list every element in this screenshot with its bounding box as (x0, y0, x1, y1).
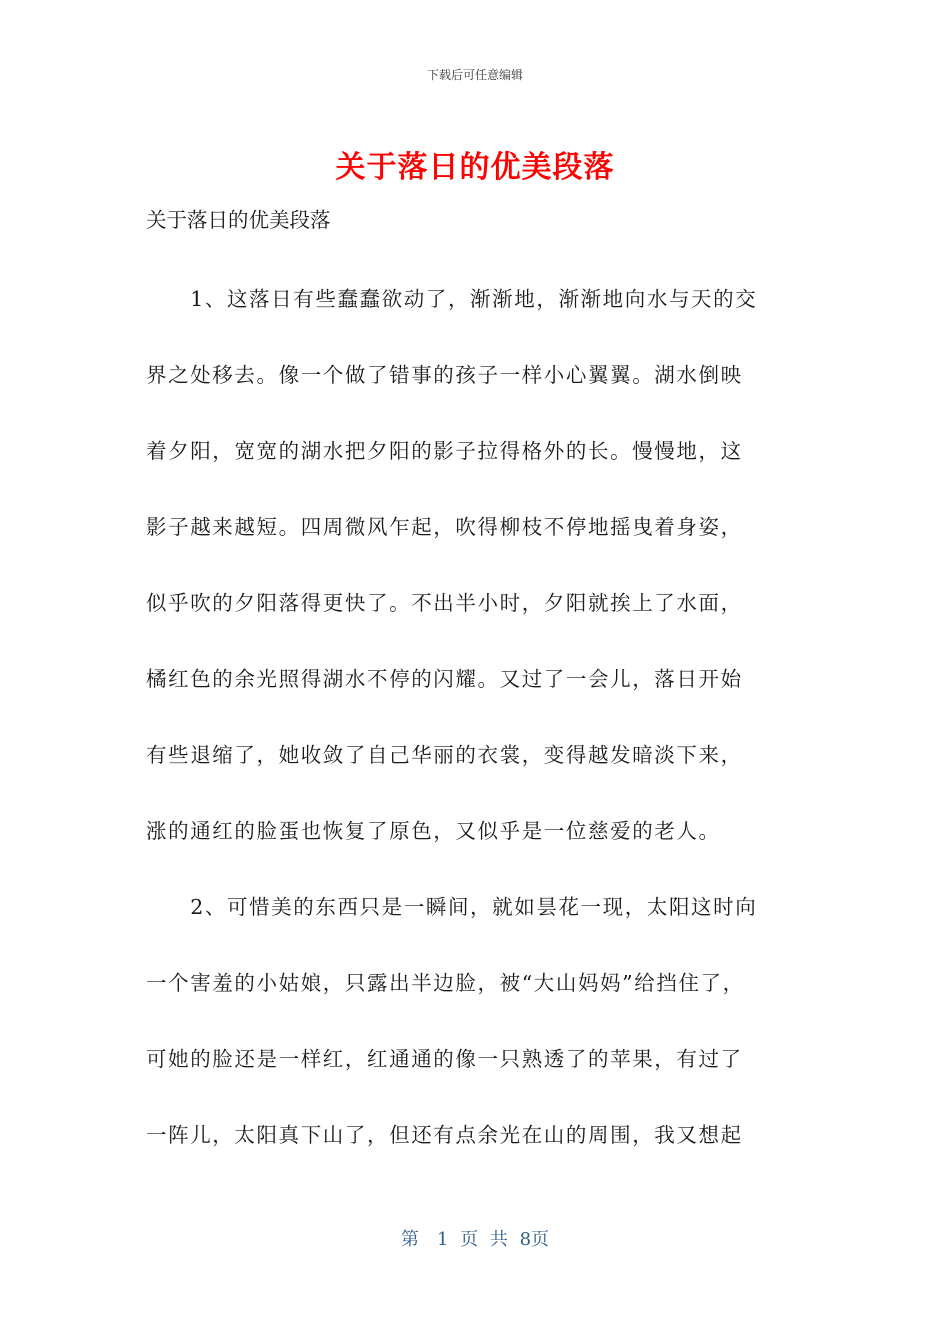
document-title: 关于落日的优美段落 (335, 150, 615, 185)
document-subtitle: 关于落日的优美段落 (146, 208, 331, 232)
paragraph-line: 似乎吹的夕阳落得更快了。不出半小时，夕阳就挨上了水面， (146, 591, 743, 615)
paragraph-line: 影子越来越短。四周微风乍起，吹得柳枝不停地摇曳着身姿， (146, 515, 743, 539)
paragraph-line: 一阵儿，太阳真下山了，但还有点余光在山的周围，我又想起 (146, 1123, 743, 1147)
paragraph-line: 橘红色的余光照得湖水不停的闪耀。又过了一会儿，落日开始 (146, 667, 743, 691)
document-body (146, 196, 806, 1187)
paragraph-line: 一个害羞的小姑娘，只露出半边脸，被“大山妈妈”给挡住了， (146, 971, 745, 995)
paragraph-line: 2、可惜美的东西只是一瞬间，就如昙花一现，太阳这时向 (146, 895, 758, 919)
paragraph-line: 着夕阳，宽宽的湖水把夕阳的影子拉得格外的长。慢慢地，这 (146, 439, 743, 463)
paragraph-line: 可她的脸还是一样红，红通通的像一只熟透了的苹果，有过了 (146, 1047, 743, 1071)
paragraph-line: 有些退缩了，她收敛了自己华丽的衣裳，变得越发暗淡下来， (146, 743, 743, 767)
page-number-footer: 第 1 页 共 8页 (400, 1229, 550, 1250)
header-note: 下载后可任意编辑 (426, 68, 523, 82)
paragraph-line: 1、这落日有些蠢蠢欲动了，渐渐地，渐渐地向水与天的交 (146, 287, 758, 311)
paragraph-line: 涨的通红的脸蛋也恢复了原色，又似乎是一位慈爱的老人。 (146, 819, 721, 843)
paragraph-line: 界之处移去。像一个做了错事的孩子一样小心翼翼。湖水倒映 (146, 363, 743, 387)
